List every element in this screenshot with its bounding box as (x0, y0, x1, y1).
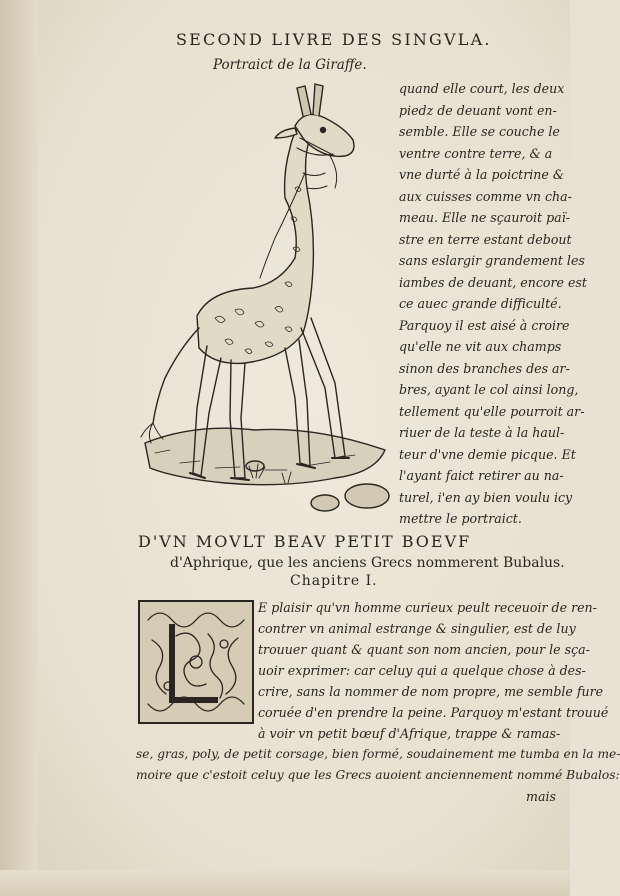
column-line: riuer de la teste à la haul- (399, 425, 565, 440)
column-line: ce auec grande difficulté. (399, 296, 562, 311)
column-line: ventre contre terre, & a (399, 145, 553, 161)
column-line: sans eslargir grandement les (399, 253, 585, 268)
body-line: coruée d'en prendre la peine. Parquoy m'estant trouué (258, 705, 609, 720)
column-line: piedz de deuant vont en- (399, 102, 557, 118)
column-line: sinon des branches des ar- (399, 360, 570, 376)
column-line: qu'elle ne vit aux champs (399, 339, 562, 354)
chapter-heading-title: D'VN MOVLT BEAV PETIT BOEVF (138, 532, 472, 551)
body-line: crire, sans la nommer de nom propre, me semble fure (258, 684, 604, 699)
column-line: tellement qu'elle pourroit ar- (399, 403, 585, 419)
body-line: contrer vn animal estrange & singulier, est de luy (258, 621, 576, 636)
running-head: SECOND LIVRE DES SINGVLA. (176, 30, 492, 49)
column-line: meau. Elle ne sçauroit paï- (399, 210, 570, 225)
chapter-number: Chapitre I. (290, 573, 378, 589)
column-line: l'ayant faict retirer au na- (399, 468, 564, 483)
body-line: moire que c'estoit celuy que les Grecs auoient anciennement nommé Bubalos: (136, 768, 620, 782)
column-line: mettre le portraict. (399, 511, 522, 526)
body-line: E plaisir qu'vn homme curieux peult receuoir de ren- (258, 600, 597, 615)
page-gutter (0, 0, 38, 896)
column-line: turel, i'en ay bien voulu icy (399, 489, 573, 505)
column-line: semble. Elle se couche le (399, 124, 560, 139)
body-line: à voir vn petit bœuf d'Afrique, trappe & ramas- (258, 726, 561, 741)
body-line: uoir exprimer: car celuy qui a quelque chose à des- (258, 663, 586, 678)
column-line: iambes de deuant, encore est (399, 274, 587, 290)
column-line: Parquoy il est aisé à croire (399, 317, 570, 333)
column-line: aux cuisses comme vn cha- (399, 188, 572, 204)
decorated-initial (138, 600, 254, 724)
column-line: vne durté à la poictrine & (399, 167, 565, 182)
right-text-column (399, 78, 587, 530)
catchword: mais (526, 789, 556, 804)
figure-caption: Portraict de la Giraffe. (213, 57, 367, 73)
body-line: trouuer quant & quant son nom ancien, pour le sça- (258, 642, 590, 657)
column-line: bres, ayant le col ainsi long, (399, 382, 579, 397)
chapter-heading-subtitle: d'Aphrique, que les anciens Grecs nommerent Bubalus. (170, 555, 565, 571)
column-line: teur d'vne demie picque. Et (399, 446, 576, 462)
giraffe-woodcut (135, 78, 397, 518)
body-line: se, gras, poly, de petit corsage, bien formé, soudainement me tumba en la me- (136, 747, 620, 761)
column-line: quand elle court, les deux (399, 81, 565, 96)
column-line: stre en terre estant debout (399, 231, 572, 247)
page-bottom-edge (0, 870, 570, 896)
